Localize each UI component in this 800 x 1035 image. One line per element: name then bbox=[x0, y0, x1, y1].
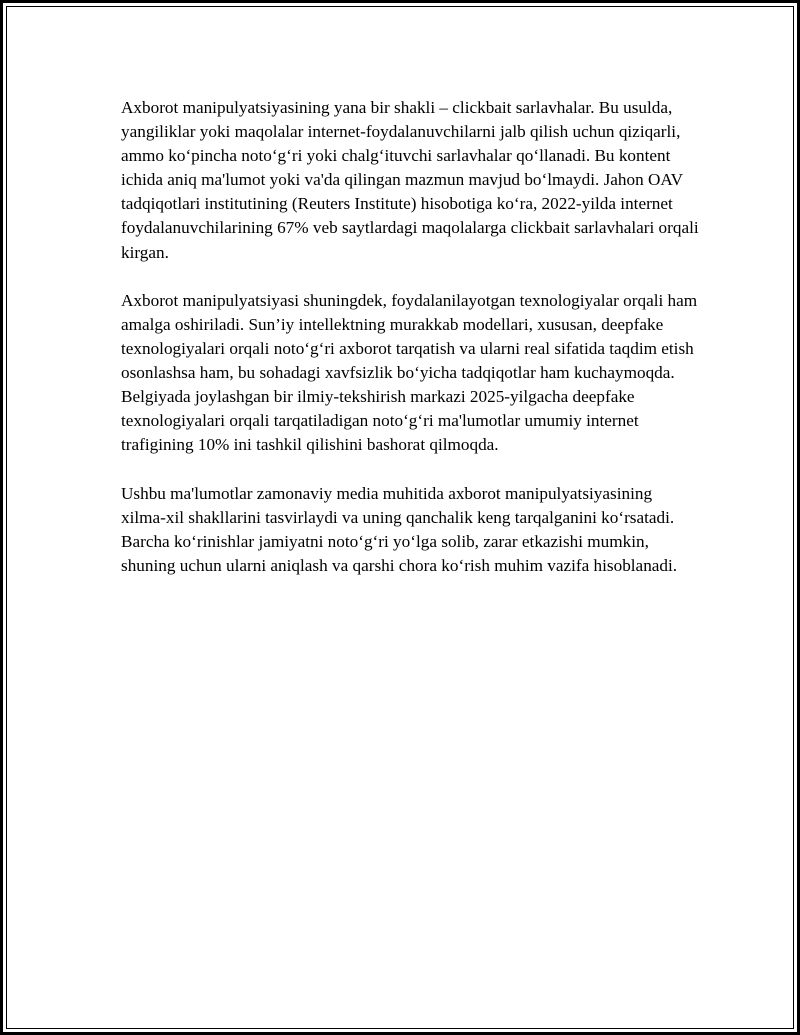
paragraph-clickbait: Axborot manipulyatsiyasining yana bir shakli – clickbait sarlavhalar. Bu usulda, yangiliklar yoki maqolalar internet-foydalanuvchilarni jalb qilish uchun qiziqarli, ammo ko‘pincha noto‘g‘ri yoki chalg‘ituvchi sarlavhalar qo‘llanadi. Bu kontent ichida aniq ma'lumot yoki va'da qilingan mazmun mavjud bo‘lmaydi. Jahon OAV tadqiqotlari institutining (Reuters Institute) hisobotiga ko‘ra, 2022-yilda internet foydalanuvchilarining 67% veb saytlardagi maqolalarga clickbait sarlavhalari orqali kirgan. bbox=[121, 98, 699, 262]
paragraph-deepfake: Axborot manipulyatsiyasi shuningdek, foydalanilayotgan texnologiyalar orqali ham amalga oshiriladi. Sun’iy intellektning murakkab modellari, xususan, deepfake texnologiyalari orqali noto‘g‘ri axborot tarqatish va ularni real sifatida taqdim etish osonlashsa ham, bu sohadagi xavfsizlik bo‘yicha tadqiqotlar ham kuchaymoqda. Belgiyada joylashgan bir ilmiy-tekshirish markazi 2025-yilgacha deepfake texnologiyalari orqali tarqatiladigan noto‘g‘ri ma'lumotlar umumiy internet trafigining 10% ini tashkil qilishini bashorat qilmoqda. bbox=[121, 290, 698, 455]
paragraph-conclusion: Ushbu ma'lumotlar zamonaviy media muhitida axborot manipulyatsiyasining xilma-xil shakllarini tasvirlaydi va uning qanchalik keng tarqalganini ko‘rsatadi. Barcha ko‘rinishlar jamiyatni noto‘g‘ri yo‘lga solib, zarar etkazishi mumkin, shuning uchun ularni aniqlash va qarshi chora ko‘rish muhim vazifa hisoblanadi. bbox=[121, 483, 678, 575]
document-body bbox=[121, 96, 701, 602]
